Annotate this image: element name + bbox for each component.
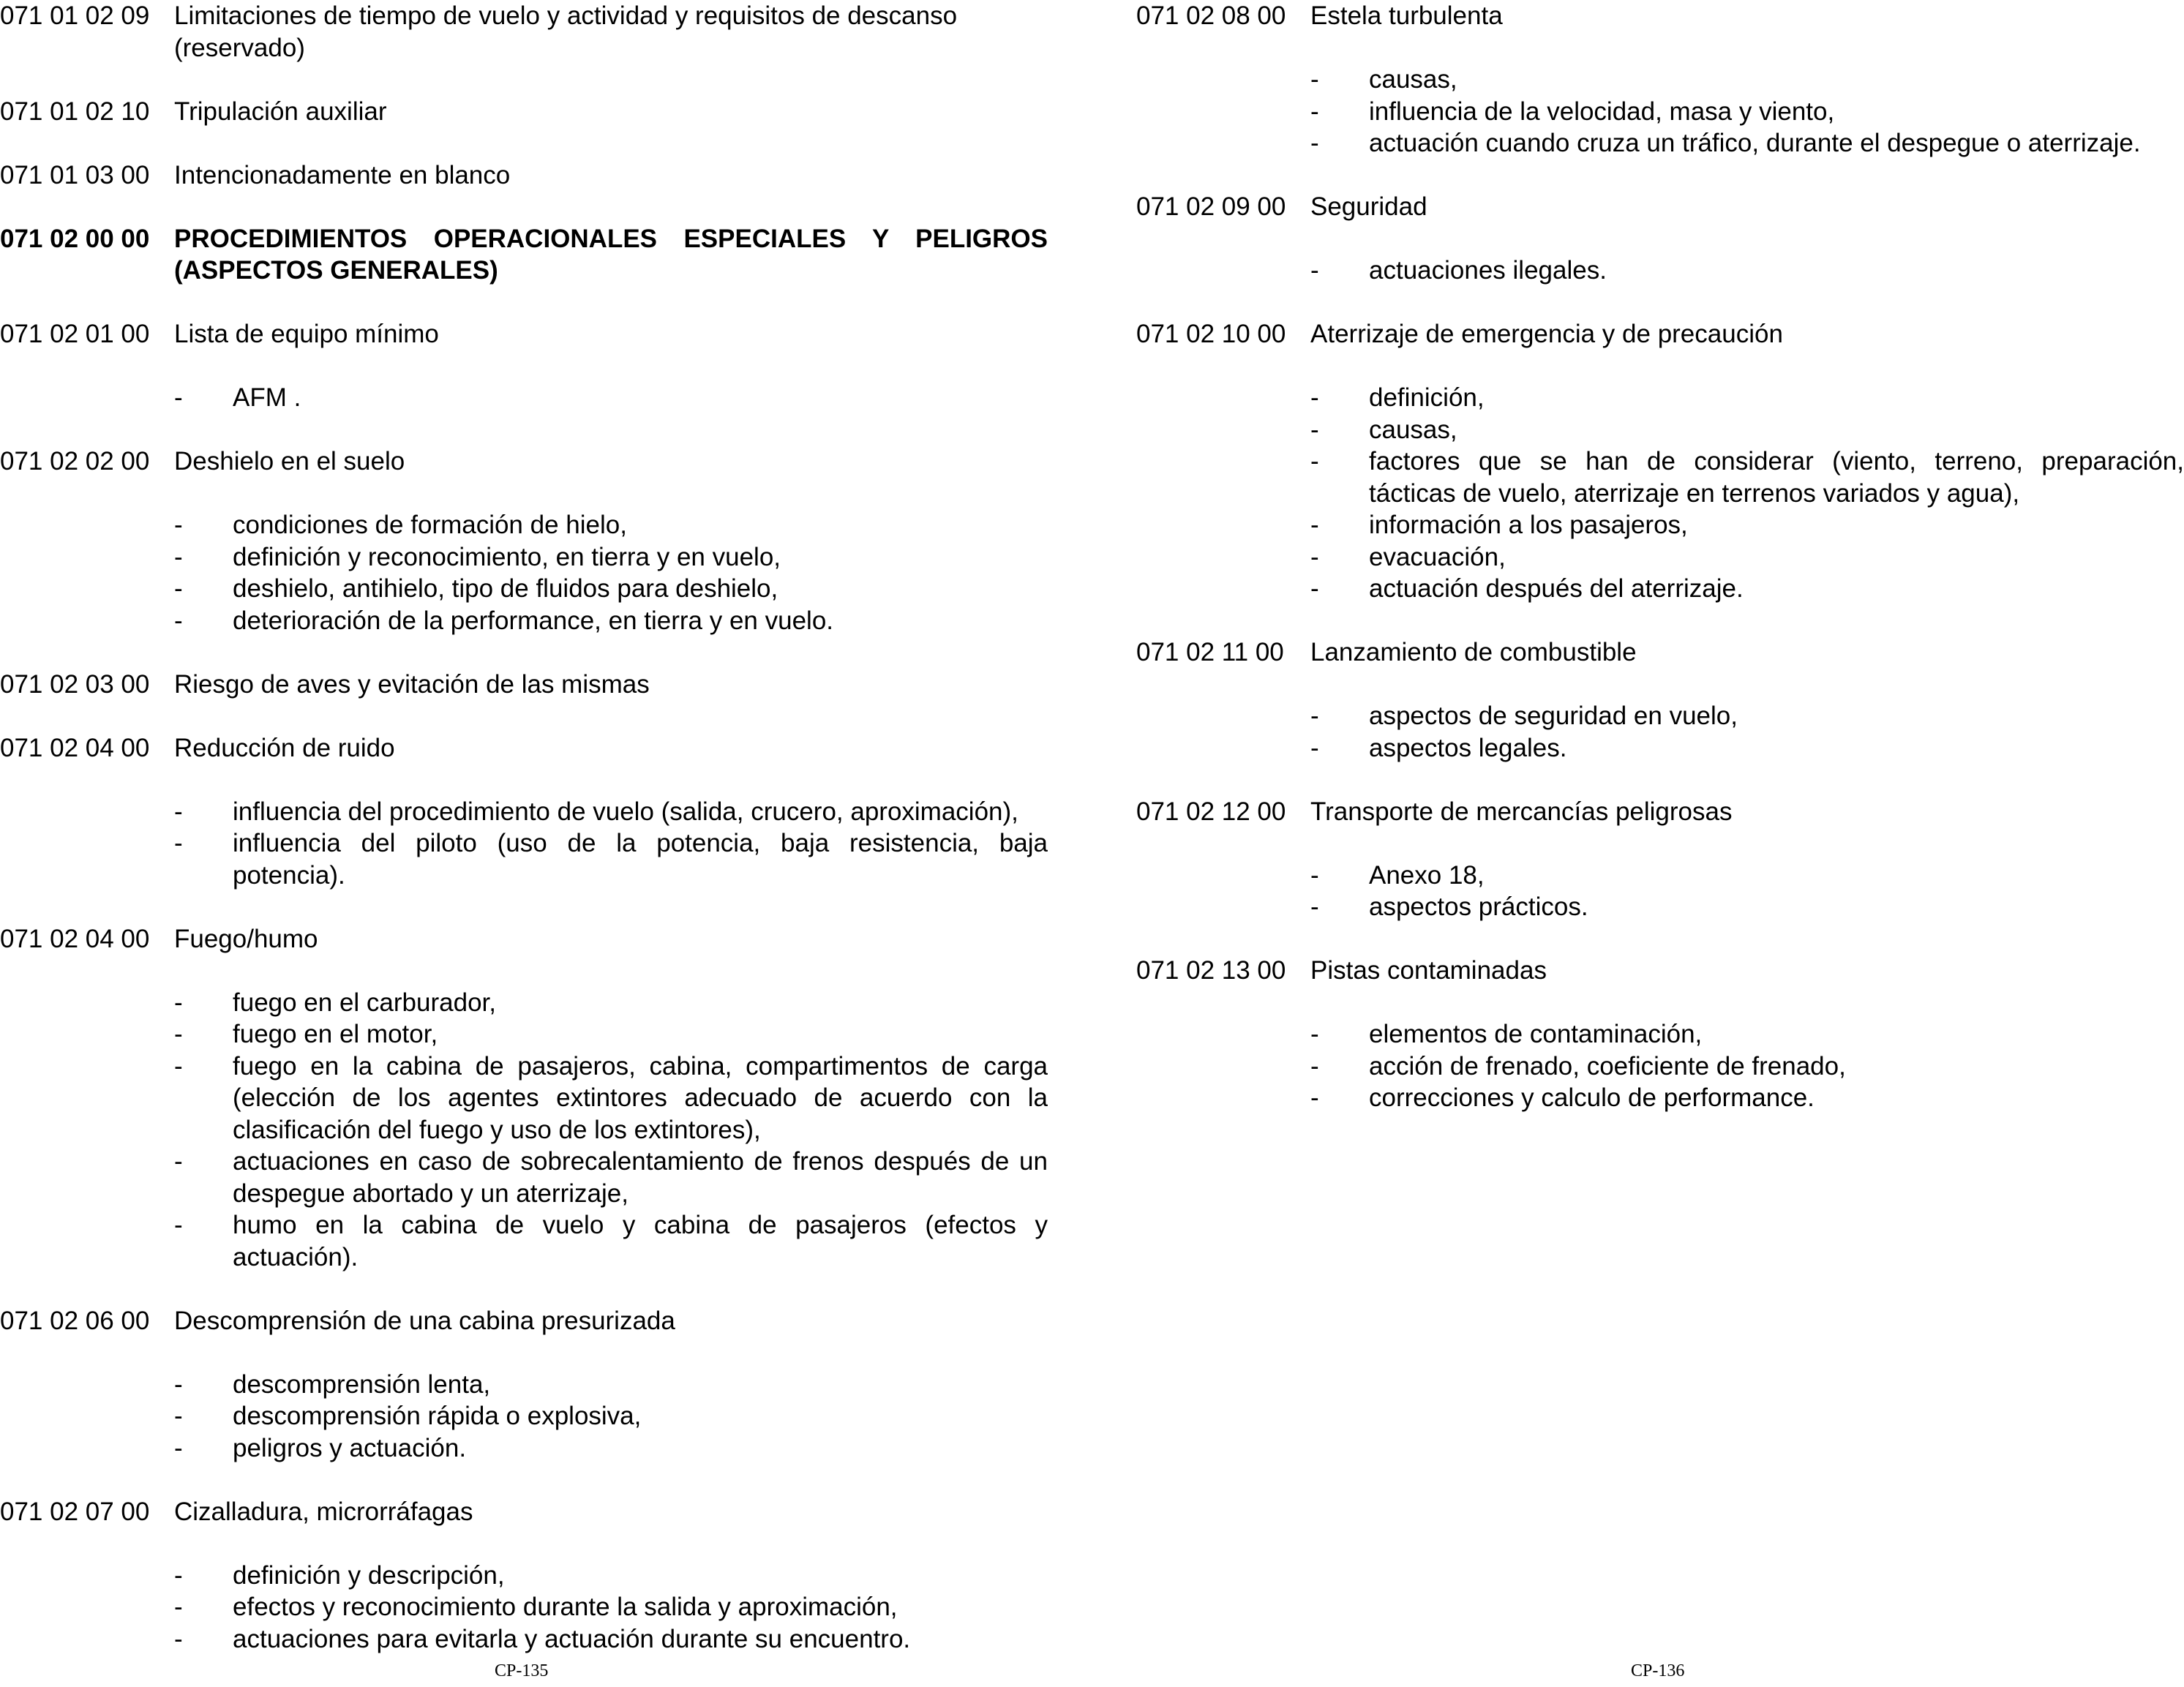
section bbox=[0, 923, 1048, 1274]
bullet-dash: - bbox=[1310, 733, 1319, 762]
page-number-right: CP-136 bbox=[1631, 1661, 1685, 1680]
bullet-dash: - bbox=[174, 1051, 183, 1081]
section-title: Seguridad bbox=[1310, 192, 1427, 221]
list-item bbox=[0, 1018, 1048, 1051]
list-item bbox=[1136, 382, 2184, 414]
list-item-text: peligros y actuación. bbox=[233, 1433, 467, 1462]
list-item-text: descomprensión rápida o explosiva, bbox=[233, 1402, 642, 1430]
bullet-dash: - bbox=[174, 1369, 183, 1399]
section bbox=[0, 318, 1048, 414]
bullet-dash: - bbox=[1310, 1020, 1319, 1048]
section-heading bbox=[0, 96, 1048, 128]
list-item bbox=[0, 1591, 1048, 1623]
list-item-text: fuego en el motor, bbox=[233, 1020, 438, 1048]
list-item-text: influencia de la velocidad, masa y viento, bbox=[1369, 97, 1835, 126]
section bbox=[0, 223, 1048, 287]
list-item bbox=[1136, 96, 2184, 128]
list-item-text: actuación cuando cruza un tráfico, durante el despegue o aterrizaje. bbox=[1369, 129, 2141, 157]
bullet-list bbox=[1136, 700, 2184, 764]
bullet-list bbox=[0, 1560, 1048, 1656]
bullet-list bbox=[1136, 255, 2184, 287]
section-heading bbox=[0, 1305, 1048, 1337]
section-title: Fuego/humo bbox=[174, 924, 318, 953]
bullet-dash: - bbox=[174, 1560, 183, 1590]
list-item-text: influencia del procedimiento de vuelo (salida, crucero, aproximación), bbox=[233, 797, 1018, 826]
bullet-dash: - bbox=[174, 988, 183, 1017]
list-item-text: deshielo, antihielo, tipo de fluidos para deshielo, bbox=[233, 574, 778, 603]
section-heading bbox=[1136, 636, 2184, 669]
bullet-dash: - bbox=[1310, 860, 1319, 890]
bullet-dash: - bbox=[174, 383, 183, 412]
list-item-text: factores que se han de considerar (viento, terreno, preparación, tácticas de vuelo, aterrizaje en terrenos variados y agua), bbox=[1369, 447, 2184, 508]
section-title: Descomprensión de una cabina presurizada bbox=[174, 1306, 675, 1335]
bullet-dash: - bbox=[1310, 97, 1319, 126]
section bbox=[0, 669, 1048, 701]
section bbox=[0, 732, 1048, 892]
bullet-dash: - bbox=[1310, 574, 1319, 603]
section-heading bbox=[0, 669, 1048, 701]
list-item bbox=[0, 827, 1048, 891]
section-title: PROCEDIMIENTOS OPERACIONALES ESPECIALES Y PELIGROS (ASPECTOS GENERALES) bbox=[174, 224, 1048, 285]
list-item bbox=[0, 573, 1048, 605]
list-item-text: definición, bbox=[1369, 383, 1485, 412]
list-item-text: fuego en la cabina de pasajeros, cabina, compartimentos de carga (elección de los agentes extintores adecuado de acuerdo con la clasificación del fuego y uso de los extintores), bbox=[233, 1051, 1048, 1144]
bullet-list bbox=[1136, 860, 2184, 923]
section-code: 071 02 04 00 bbox=[0, 924, 150, 953]
bullet-list bbox=[1136, 382, 2184, 605]
list-item bbox=[1136, 1051, 2184, 1083]
list-item bbox=[1136, 891, 2184, 923]
bullet-dash: - bbox=[1310, 256, 1319, 285]
section-title: Reducción de ruido bbox=[174, 733, 395, 762]
section-heading bbox=[1136, 0, 2184, 32]
section-title: Lanzamiento de combustible bbox=[1310, 638, 1637, 666]
section bbox=[0, 96, 1048, 128]
list-item bbox=[1136, 64, 2184, 96]
list-item-text: AFM . bbox=[233, 383, 301, 412]
bullet-list bbox=[0, 987, 1048, 1274]
list-item-text: definición y reconocimiento, en tierra y en vuelo, bbox=[233, 542, 781, 571]
right-column bbox=[1136, 0, 2184, 1146]
list-item-text: información a los pasajeros, bbox=[1369, 511, 1688, 539]
section bbox=[1136, 0, 2184, 159]
list-item bbox=[0, 509, 1048, 541]
section-code: 071 02 13 00 bbox=[1136, 956, 1286, 985]
bullet-dash: - bbox=[1310, 415, 1319, 444]
section bbox=[0, 159, 1048, 192]
list-item-text: influencia del piloto (uso de la potencia, baja resistencia, baja potencia). bbox=[233, 829, 1048, 890]
bullet-dash: - bbox=[174, 1593, 183, 1621]
section bbox=[1136, 955, 2184, 1114]
list-item-text: humo en la cabina de vuelo y cabina de pasajeros (efectos y actuación). bbox=[233, 1211, 1048, 1271]
section-heading bbox=[1136, 955, 2184, 987]
list-item-text: aspectos prácticos. bbox=[1369, 893, 1588, 921]
section-heading bbox=[0, 732, 1048, 764]
list-item-text: causas, bbox=[1369, 415, 1457, 444]
section bbox=[0, 446, 1048, 636]
list-item bbox=[1136, 1018, 2184, 1051]
section-code: 071 02 02 00 bbox=[0, 447, 150, 476]
section-code: 071 02 12 00 bbox=[1136, 797, 1286, 826]
list-item-text: condiciones de formación de hielo, bbox=[233, 511, 627, 539]
section-code: 071 01 02 09 bbox=[0, 1, 150, 30]
list-item bbox=[0, 1560, 1048, 1592]
section-code: 071 02 07 00 bbox=[0, 1497, 150, 1526]
list-item-text: elementos de contaminación, bbox=[1369, 1020, 1703, 1048]
list-item bbox=[0, 1146, 1048, 1209]
section-heading bbox=[0, 1496, 1048, 1528]
list-item-text: actuación después del aterrizaje. bbox=[1369, 574, 1744, 603]
list-item-text: evacuación, bbox=[1369, 542, 1506, 571]
bullet-dash: - bbox=[174, 574, 183, 603]
bullet-dash: - bbox=[1310, 383, 1319, 412]
list-item bbox=[1136, 732, 2184, 764]
list-item-text: aspectos de seguridad en vuelo, bbox=[1369, 702, 1738, 730]
bullet-dash: - bbox=[174, 1433, 183, 1462]
section-code: 071 02 09 00 bbox=[1136, 192, 1286, 221]
list-item bbox=[1136, 1082, 2184, 1114]
list-item-text: actuaciones en caso de sobrecalentamiento de frenos después de un despegue abortado y un aterrizaje, bbox=[233, 1147, 1048, 1208]
section bbox=[1136, 318, 2184, 605]
section-code: 071 02 06 00 bbox=[0, 1306, 150, 1335]
section-heading bbox=[1136, 318, 2184, 350]
section-heading bbox=[0, 159, 1048, 192]
section-title: Tripulación auxiliar bbox=[174, 97, 387, 126]
list-item-text: actuaciones ilegales. bbox=[1369, 256, 1607, 285]
section-title: Riesgo de aves y evitación de las mismas bbox=[174, 669, 650, 699]
section-heading bbox=[0, 318, 1048, 350]
section-title: Cizalladura, microrráfagas bbox=[174, 1497, 473, 1526]
page-number-left: CP-135 bbox=[495, 1661, 549, 1680]
list-item bbox=[0, 1369, 1048, 1401]
bullet-dash: - bbox=[1310, 511, 1319, 539]
list-item-text: efectos y reconocimiento durante la salida y aproximación, bbox=[233, 1593, 898, 1621]
section bbox=[1136, 191, 2184, 287]
list-item-text: definición y descripción, bbox=[233, 1560, 505, 1590]
bullet-dash: - bbox=[174, 542, 183, 571]
section bbox=[1136, 796, 2184, 923]
left-column bbox=[0, 0, 1048, 1687]
bullet-list bbox=[0, 509, 1048, 636]
section-title: Pistas contaminadas bbox=[1310, 956, 1547, 985]
bullet-dash: - bbox=[1310, 893, 1319, 921]
bullet-dash: - bbox=[1310, 1051, 1319, 1081]
list-item bbox=[0, 1432, 1048, 1465]
section-heading bbox=[0, 223, 1048, 287]
section bbox=[0, 1305, 1048, 1465]
section-code: 071 02 04 00 bbox=[0, 733, 150, 762]
list-item bbox=[0, 1400, 1048, 1432]
list-item bbox=[0, 796, 1048, 828]
section-heading bbox=[0, 923, 1048, 955]
section-title: Estela turbulenta bbox=[1310, 1, 1503, 30]
bullet-dash: - bbox=[1310, 447, 1319, 476]
section-code: 071 02 08 00 bbox=[1136, 1, 1286, 30]
bullet-dash: - bbox=[174, 1211, 183, 1239]
list-item bbox=[1136, 127, 2184, 159]
list-item-text: Anexo 18, bbox=[1369, 860, 1485, 890]
bullet-dash: - bbox=[1310, 65, 1319, 94]
section-code: 071 02 03 00 bbox=[0, 669, 150, 699]
section-code: 071 01 03 00 bbox=[0, 160, 150, 189]
bullet-dash: - bbox=[174, 829, 183, 857]
section-heading bbox=[1136, 191, 2184, 223]
list-item-text: aspectos legales. bbox=[1369, 733, 1567, 762]
section-heading bbox=[0, 0, 1048, 64]
section-title: Deshielo en el suelo bbox=[174, 447, 405, 476]
bullet-dash: - bbox=[174, 1147, 183, 1176]
section-heading bbox=[0, 446, 1048, 478]
list-item-text: fuego en el carburador, bbox=[233, 988, 496, 1017]
bullet-dash: - bbox=[1310, 129, 1319, 157]
bullet-dash: - bbox=[1310, 1083, 1319, 1112]
list-item bbox=[0, 605, 1048, 637]
bullet-dash: - bbox=[1310, 542, 1319, 571]
list-item-text: correcciones y calculo de performance. bbox=[1369, 1083, 1815, 1112]
list-item bbox=[1136, 700, 2184, 732]
section bbox=[0, 0, 1048, 64]
section bbox=[0, 1496, 1048, 1656]
bullet-dash: - bbox=[174, 1020, 183, 1048]
list-item bbox=[1136, 414, 2184, 446]
section-title: Aterrizaje de emergencia y de precaución bbox=[1310, 320, 1783, 348]
list-item bbox=[1136, 446, 2184, 509]
list-item-text: actuaciones para evitarla y actuación durante su encuentro. bbox=[233, 1624, 911, 1653]
list-item bbox=[0, 987, 1048, 1019]
section-title: Limitaciones de tiempo de vuelo y actividad y requisitos de descanso (reservado) bbox=[174, 1, 958, 62]
section-code: 071 02 10 00 bbox=[1136, 320, 1286, 348]
section-code: 071 02 00 00 bbox=[0, 224, 150, 253]
bullet-list bbox=[0, 796, 1048, 892]
section-title: Transporte de mercancías peligrosas bbox=[1310, 797, 1733, 826]
list-item bbox=[1136, 541, 2184, 574]
section bbox=[1136, 636, 2184, 764]
bullet-dash: - bbox=[174, 606, 183, 635]
section-heading bbox=[1136, 796, 2184, 828]
list-item bbox=[1136, 509, 2184, 541]
section-title: Lista de equipo mínimo bbox=[174, 320, 439, 348]
section-code: 071 01 02 10 bbox=[0, 97, 150, 126]
section-code: 071 02 01 00 bbox=[0, 320, 150, 348]
section-title: Intencionadamente en blanco bbox=[174, 160, 511, 189]
bullet-list bbox=[1136, 64, 2184, 159]
bullet-list bbox=[1136, 1018, 2184, 1114]
list-item bbox=[0, 1051, 1048, 1146]
bullet-dash: - bbox=[174, 1624, 183, 1653]
list-item bbox=[0, 1623, 1048, 1656]
section-code: 071 02 11 00 bbox=[1136, 638, 1284, 666]
list-item-text: causas, bbox=[1369, 65, 1457, 94]
list-item bbox=[1136, 860, 2184, 892]
bullet-dash: - bbox=[174, 511, 183, 539]
list-item bbox=[1136, 255, 2184, 287]
bullet-dash: - bbox=[174, 797, 183, 826]
list-item bbox=[0, 1209, 1048, 1273]
list-item bbox=[1136, 573, 2184, 605]
list-item bbox=[0, 541, 1048, 574]
list-item bbox=[0, 382, 1048, 414]
bullet-list bbox=[0, 382, 1048, 414]
bullet-dash: - bbox=[174, 1402, 183, 1430]
bullet-dash: - bbox=[1310, 702, 1319, 730]
list-item-text: deterioración de la performance, en tierra y en vuelo. bbox=[233, 606, 834, 635]
bullet-list bbox=[0, 1369, 1048, 1465]
list-item-text: descomprensión lenta, bbox=[233, 1369, 491, 1399]
list-item-text: acción de frenado, coeficiente de frenado, bbox=[1369, 1051, 1846, 1081]
